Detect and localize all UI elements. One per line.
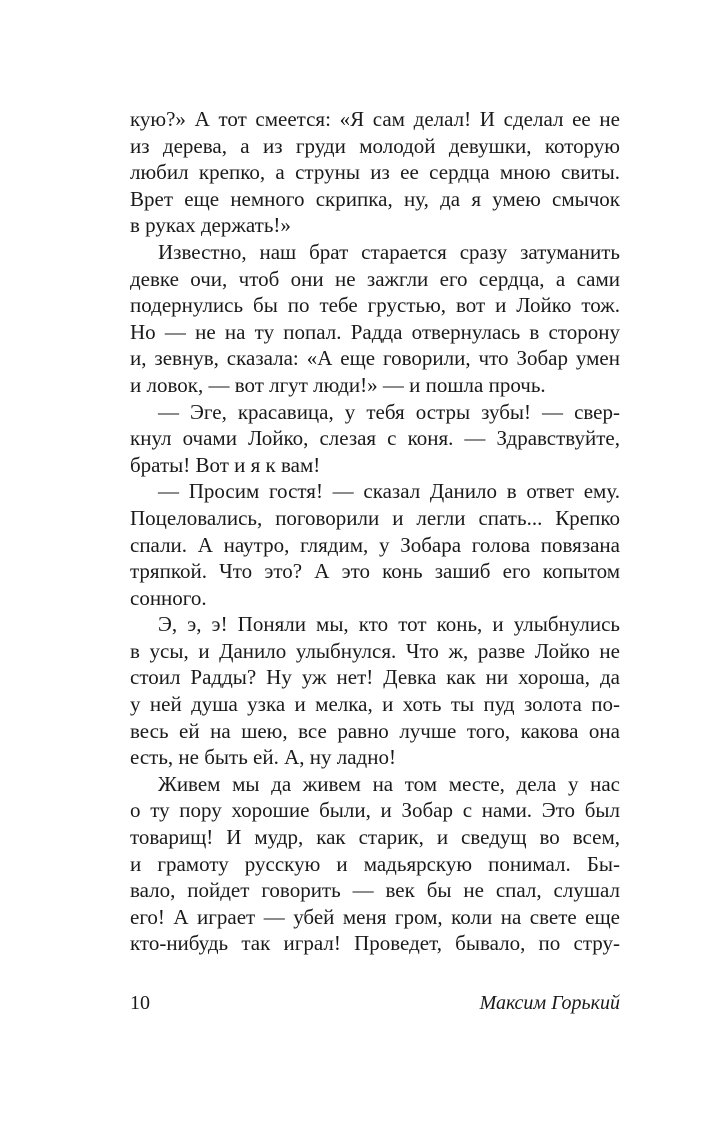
text-line: Врет еще немного скрипка, ну, да я умею смычок — [130, 186, 620, 211]
text-line: тряпкой. Что это? А это конь зашиб его копытом — [130, 559, 620, 584]
text-line: Поцеловались, поговорили и легли спать... Крепко — [130, 505, 620, 530]
text-line: браты! Вот и я к вам! — [130, 452, 321, 477]
text-line: Известно, наш брат старается сразу затуманить — [158, 239, 620, 264]
text-line: Но — не на ту попал. Радда отвернулась в сторону — [130, 319, 620, 344]
text-line: в руках держать!» — [130, 213, 291, 238]
paragraph-2 — [130, 239, 620, 399]
text-line: его! А играет — убей меня гром, коли на свете еще — [130, 904, 620, 929]
text-line: Э, э, э! Поняли мы, кто тот конь, и улыбнулись — [158, 612, 620, 637]
text-line: стоил Радды? Ну уж нет! Девка как ни хороша, да — [130, 665, 620, 690]
text-line: есть, не быть ей. А, ну ладно! — [130, 745, 396, 770]
text-line: сонного. — [130, 585, 207, 610]
text-line: кую?» А тот смеется: «Я сам делал! И сделал ее не — [130, 107, 620, 131]
text-line: в усы, и Данило улыбнулся. Что ж, разве Лойко не — [130, 638, 620, 663]
paragraph-1 — [130, 106, 620, 239]
text-line: у ней душа узка и мелка, и хоть ты пуд золота по- — [130, 692, 620, 717]
text-line: товарищ! И мудр, как старик, и сведущ во всем, — [130, 825, 620, 850]
text-line: — Эге, красавица, у тебя остры зубы! — свер- — [158, 399, 620, 424]
text-line: девке очи, чтоб они не зажгли его сердца, а сами — [130, 266, 620, 291]
paragraph-5 — [130, 611, 620, 771]
text-line: весь ей на шею, все равно лучше того, какова она — [130, 718, 620, 743]
text-line: любил крепко, а струны из ее сердца мною свиты. — [130, 160, 620, 185]
running-title: Максим Горький — [479, 992, 620, 1014]
text-line: спали. А наутро, глядим, у Зобара голова повязана — [130, 532, 620, 557]
page-footer — [130, 992, 620, 1020]
text-line: кнул очами Лойко, слезая с коня. — Здравствуйте, — [130, 426, 620, 451]
text-line: и, зевнув, сказала: «А еще говорили, что Зобар умен — [130, 346, 620, 371]
text-line: из дерева, а из груди молодой девушки, которую — [130, 133, 620, 158]
paragraph-4 — [130, 478, 620, 611]
text-line: и ловок, — вот лгут люди!» — и пошла прочь. — [130, 372, 546, 397]
text-line: вало, пойдет говорить — век бы не спал, слушал — [130, 878, 620, 903]
paragraph-3 — [130, 399, 620, 479]
text-line: Живем мы да живем на том месте, дела у нас — [158, 771, 620, 796]
body-text — [130, 106, 620, 957]
text-line: — Просим гостя! — сказал Данило в ответ ему. — [158, 479, 620, 504]
text-line: о ту пору хорошие были, и Зобар с нами. Это был — [130, 798, 620, 823]
text-line: подернулись бы по тебе грустью, вот и Лойко тож. — [130, 293, 620, 318]
text-line: кто-нибудь так играл! Проведет, бывало, по стру- — [130, 931, 620, 956]
paragraph-6 — [130, 771, 620, 957]
page-number: 10 — [130, 992, 150, 1014]
text-line: и грамоту русскую и мадьярскую понимал. Бы- — [130, 851, 620, 876]
